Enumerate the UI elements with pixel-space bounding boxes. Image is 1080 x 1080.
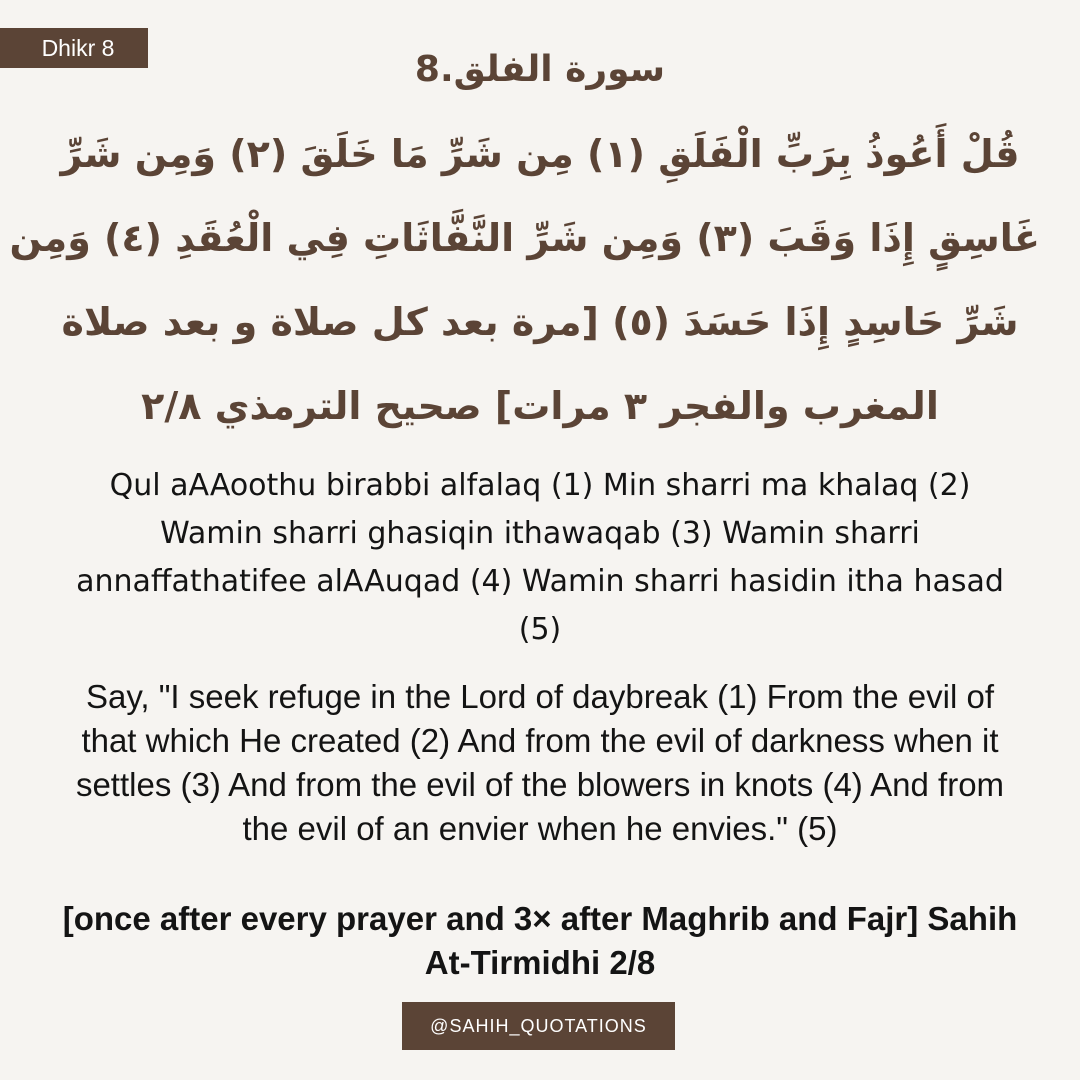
arabic-line: قُلْ أَعُوذُ بِرَبِّ الْفَلَقِ (١) مِن شَرِّ مَا خَلَقَ (٢) وَمِن شَرِّ <box>60 132 1020 176</box>
arabic-line: غَاسِقٍ إِذَا وَقَبَ (٣) وَمِن شَرِّ النَّفَّاثَاتِ فِي الْعُقَدِ (٤) وَمِن <box>9 216 1040 260</box>
arabic-line: المغرب والفجر ٣ مرات] صحيح الترمذي ٢/٨ <box>141 384 939 428</box>
transliteration-text: Qul aAAoothu birabbi alfalaq (1) Min sharri ma khalaq (2) Wamin sharri ghasiqin ithawaqab (3) Wamin sharri annaffathatifee alAAuqad (4) Wamin sharri hasidin itha hasad (5) <box>76 468 1004 647</box>
arabic-text-block <box>9 112 1040 448</box>
arabic-line: شَرِّ حَاسِدٍ إِذَا حَسَدَ (٥) [مرة بعد كل صلاة و بعد صلاة <box>61 300 1019 344</box>
english-translation: Say, "I seek refuge in the Lord of daybreak (1) From the evil of that which He created (2) And from the evil of darkness when it settles (3) And from the evil of the blowers in knots (4) And from the evil of an envier when he envies." (5) <box>75 678 1005 847</box>
instagram-handle-badge: @SAHIH_QUOTATIONS <box>402 1002 675 1050</box>
surah-title: 8.سورة الفلق <box>414 49 666 90</box>
recitation-note: [once after every prayer and 3× after Maghrib and Fajr] Sahih At-Tirmidhi 2/8 <box>62 900 1018 981</box>
dhikr-number-badge: Dhikr 8 <box>0 28 148 68</box>
